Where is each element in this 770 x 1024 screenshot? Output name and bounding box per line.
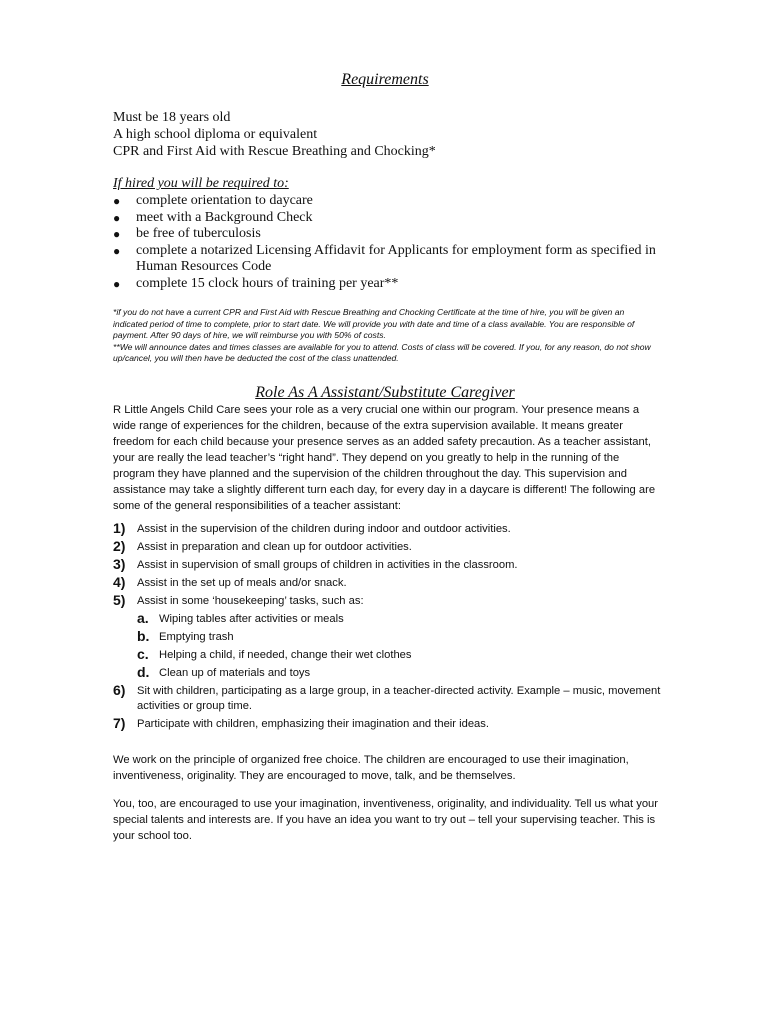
list-item-text: be free of tuberculosis [136, 226, 261, 241]
list-item [113, 684, 673, 714]
list-letter: d. [137, 664, 150, 680]
requirements-heading: Requirements [341, 71, 429, 88]
sub-list-item-text: Emptying trash [159, 631, 234, 643]
list-item [113, 576, 673, 591]
requirement-age: Must be 18 years old [113, 110, 231, 125]
list-item-text: Participate with children, emphasizing their imagination and their ideas. [137, 718, 489, 730]
list-item [113, 717, 673, 732]
list-item-text: complete a notarized Licensing Affidavit for Applicants for employment form as specified in Human Resources Code [136, 242, 656, 274]
role-heading: Role As A Assistant/Substitute Caregiver [255, 384, 515, 401]
list-item [113, 193, 673, 210]
hired-requirements-list [113, 193, 673, 292]
sub-list-item [137, 648, 673, 663]
sub-list-item [137, 630, 673, 645]
list-number: 7) [113, 715, 126, 731]
encouragement-paragraph: You, too, are encouraged to use your imagination, inventiveness, originality, and individuality. Tell us what your special talents and interests are. If you have an idea you want to try out – tell your supervising teacher. This is your school too. [113, 798, 658, 842]
footnote-cpr: *if you do not have a current CPR and First Aid with Rescue Breathing and Chocking Certificate at the time of hire, you will be given an indicated period of time to complete, prior to start date. We will provide you with date and time of a class available. You are responsible of payment. After 90 days of hire, we will reimburse you with 50% of costs. [113, 307, 635, 341]
list-item [113, 226, 673, 243]
list-item [113, 522, 673, 537]
list-letter: c. [137, 646, 149, 662]
role-intro-paragraph: R Little Angels Child Care sees your role as a very crucial one within our program. Your presence means a wide range of experiences for the children, because of the extra supervision available. It means greater freedom for each child because your presence serves as an added safety precaution. As a teacher assistant, your are really the lead teacher’s “right hand”. They depend on you greatly to help in the running of the program they have planned and the supervision of the children throughout the day. This supervision and assistance may take a slightly different turn each day, for every day in a daycare is different! The following are some of the general responsibilities of a teacher assistant: [113, 404, 656, 512]
list-item-text: meet with a Background Check [136, 209, 313, 225]
list-number: 6) [113, 682, 126, 698]
bullet-icon: ● [113, 243, 121, 258]
list-item-text: Assist in some ‘housekeeping’ tasks, such as: [137, 595, 364, 607]
bullet-icon: ● [113, 210, 121, 225]
list-number: 2) [113, 538, 126, 554]
bullet-icon: ● [113, 194, 121, 208]
list-number: 5) [113, 592, 126, 608]
list-item-text: Assist in the set up of meals and/or snack. [137, 577, 347, 589]
responsibilities-list [113, 522, 673, 735]
list-item-text: Sit with children, participating as a large group, in a teacher-directed activity. Example – music, movement activities or group time. [137, 685, 661, 712]
list-item-text: Assist in preparation and clean up for outdoor activities. [137, 541, 412, 553]
requirement-cpr: CPR and First Aid with Rescue Breathing and Chocking* [113, 144, 436, 159]
if-hired-heading: If hired you will be required to: [113, 176, 289, 191]
list-number: 4) [113, 574, 126, 590]
list-item-text: complete orientation to daycare [136, 193, 313, 208]
list-letter: a. [137, 610, 149, 626]
list-number: 3) [113, 556, 126, 572]
sub-list-item [137, 666, 673, 681]
sub-list-item-text: Clean up of materials and toys [159, 667, 311, 679]
list-item [113, 210, 673, 227]
list-item-text: complete 15 clock hours of training per year** [136, 275, 399, 291]
list-item [113, 540, 673, 555]
requirement-diploma: A high school diploma or equivalent [113, 127, 318, 142]
sub-list-item [137, 612, 673, 627]
footnotes [113, 307, 661, 365]
list-item [113, 276, 673, 293]
list-number: 1) [113, 520, 126, 536]
list-item [113, 243, 673, 276]
footnote-training: **We will announce dates and times classes are available for you to attend. Costs of class will be covered. If you, for any reason, do not show up/cancel, you will then have be deducted the cost of the class unattended. [113, 341, 651, 364]
bullet-icon: ● [113, 276, 121, 291]
list-item-text: Assist in the supervision of the children during indoor and outdoor activities. [137, 523, 511, 535]
sub-list-item-text: Wiping tables after activities or meals [159, 613, 344, 625]
bullet-icon: ● [113, 227, 121, 241]
requirements-list [113, 109, 436, 160]
housekeeping-list [137, 612, 673, 681]
list-letter: b. [137, 628, 150, 644]
list-item-text: Assist in supervision of small groups of children in activities in the classroom. [137, 559, 518, 571]
list-item [113, 594, 673, 681]
free-choice-paragraph: We work on the principle of organized free choice. The children are encouraged to use their imagination, inventiveness, originality. They are encouraged to move, talk, and be themselves. [113, 754, 629, 782]
list-item [113, 558, 673, 573]
sub-list-item-text: Helping a child, if needed, change their wet clothes [159, 649, 412, 661]
